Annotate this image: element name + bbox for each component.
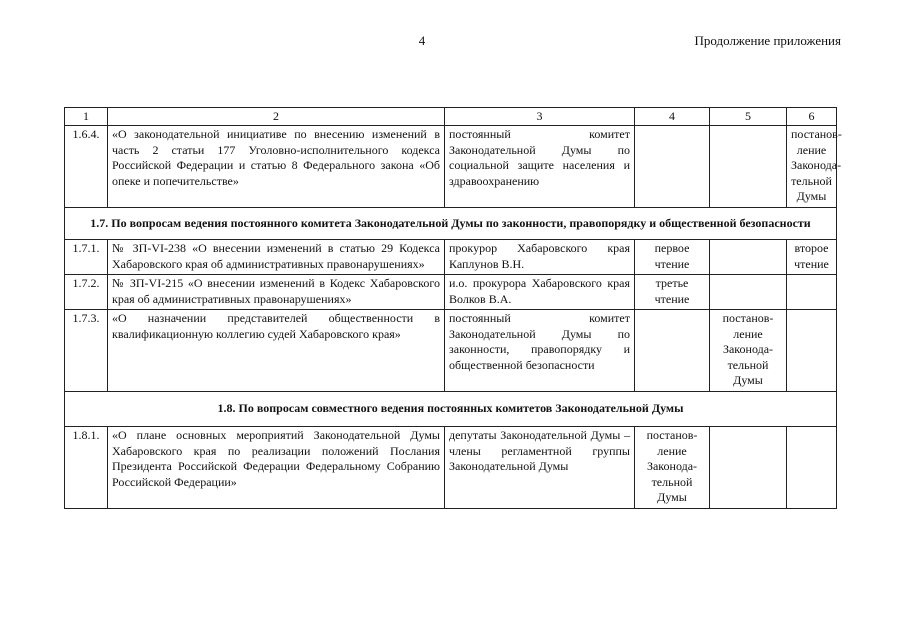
item-number: 1.7.3. (65, 310, 108, 392)
column-header-3: 3 (445, 108, 635, 126)
column-header-4: 4 (635, 108, 710, 126)
item-responsible: постоянный комитет Законодательной Думы по социальной защите населения и здравоохранению (445, 126, 635, 208)
item-responsible: депутаты Законодательной Думы – члены регламентной группы Законодательной Думы (445, 427, 635, 509)
section-heading-1-8: 1.8. По вопросам совместного ведения постоянных комитетов Законодательной Думы (65, 391, 837, 427)
item-col6: постанов-ление Законода-тельной Думы (787, 126, 837, 208)
column-header-1: 1 (65, 108, 108, 126)
item-responsible: прокурор Хабаровского края Каплунов В.Н. (445, 240, 635, 275)
item-number: 1.6.4. (65, 126, 108, 208)
item-col4 (635, 310, 710, 392)
item-col4: постанов-ление Законода-тельной Думы (635, 427, 710, 509)
item-col5 (710, 240, 787, 275)
table-row (65, 427, 837, 509)
continuation-caption: Продолжение приложения (694, 33, 841, 48)
item-title: № ЗП-VI-238 «О внесении изменений в статью 29 Кодекса Хабаровского края об административных правонарушениях» (108, 240, 445, 275)
column-header-6: 6 (787, 108, 837, 126)
column-number-row (65, 108, 837, 126)
item-col6 (787, 275, 837, 310)
item-title: «О законодательной инициативе по внесению изменений в часть 2 статьи 177 Уголовно-исполнительного кодекса Российской Федерации и статью 8 Федерального закона «Об опеке и попечительстве» (108, 126, 445, 208)
item-title: «О плане основных мероприятий Законодательной Думы Хабаровского края по реализации положений Послания Президента Российской Федерации Федеральному Собранию Российской Федерации» (108, 427, 445, 509)
section-heading-row (65, 391, 837, 427)
item-number: 1.7.1. (65, 240, 108, 275)
column-header-2: 2 (108, 108, 445, 126)
item-col4: третье чтение (635, 275, 710, 310)
item-title: «О назначении представителей общественности в квалификационную коллегию судей Хабаровского края» (108, 310, 445, 392)
item-title: № ЗП-VI-215 «О внесении изменений в Кодекс Хабаровского края об административных правонарушениях» (108, 275, 445, 310)
item-responsible: постоянный комитет Законодательной Думы по законности, правопорядку и общественной безопасности (445, 310, 635, 392)
item-col4 (635, 126, 710, 208)
item-col5 (710, 427, 787, 509)
section-heading-row (65, 207, 837, 240)
table-row (65, 126, 837, 208)
table-row (65, 310, 837, 392)
column-header-5: 5 (710, 108, 787, 126)
section-heading-1-7: 1.7. По вопросам ведения постоянного комитета Законодательной Думы по законности, правопорядку и общественной безопасности (65, 207, 837, 240)
item-col5 (710, 275, 787, 310)
table-row (65, 240, 837, 275)
item-col4: первое чтение (635, 240, 710, 275)
item-col6: второе чтение (787, 240, 837, 275)
item-responsible: и.о. прокурора Хабаровского края Волков В.А. (445, 275, 635, 310)
item-number: 1.7.2. (65, 275, 108, 310)
item-col5: постанов-ление Законода-тельной Думы (710, 310, 787, 392)
item-col5 (710, 126, 787, 208)
item-col6 (787, 427, 837, 509)
table-row (65, 275, 837, 310)
schedule-table (64, 107, 842, 509)
page-number: 4 (418, 33, 426, 48)
item-col6 (787, 310, 837, 392)
item-number: 1.8.1. (65, 427, 108, 509)
